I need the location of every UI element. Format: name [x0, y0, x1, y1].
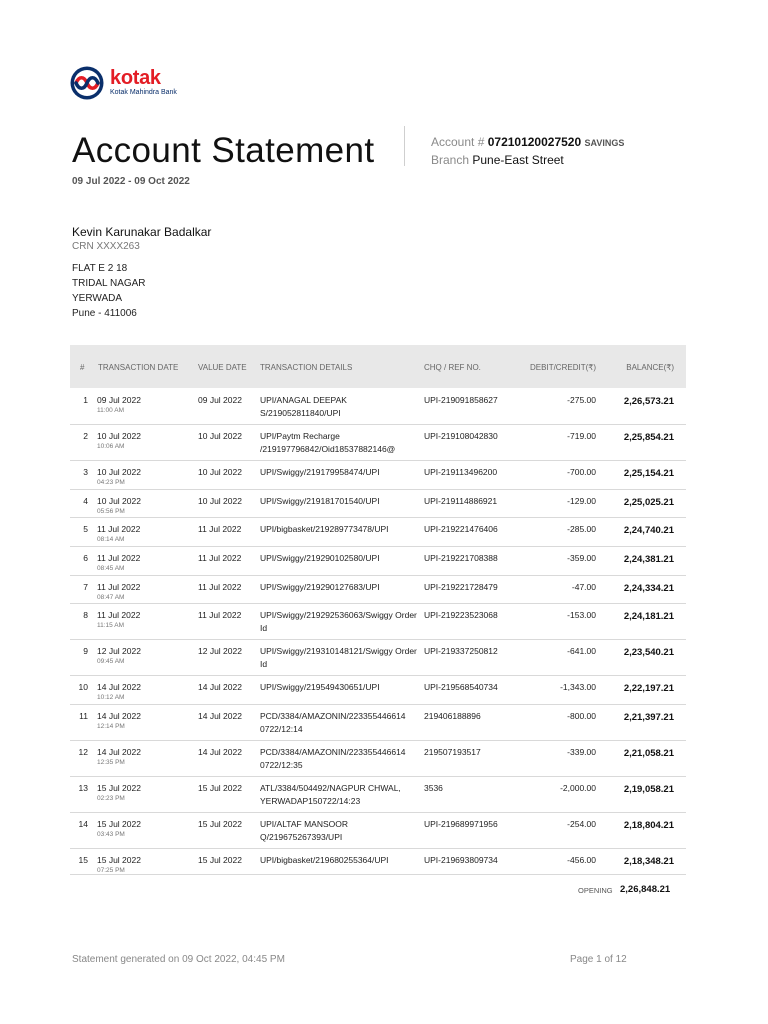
transaction-amount: -275.00 [567, 395, 596, 405]
transaction-time: 05:56 PM [97, 508, 125, 515]
address-line: TRIDAL NAGAR [72, 278, 146, 289]
row-number: 4 [83, 496, 88, 506]
bank-logo [70, 66, 210, 106]
transaction-date: 11 Jul 2022 [97, 524, 141, 534]
page-number: Page 1 of 12 [570, 954, 627, 965]
table-row [70, 424, 686, 461]
transaction-time: 04:23 PM [97, 479, 125, 486]
transaction-time: 11:00 AM [97, 407, 124, 414]
transaction-time: 07:25 PM [97, 867, 125, 874]
reference-number: UPI-219221708388 [424, 553, 498, 563]
transaction-time: 12:14 PM [97, 723, 125, 730]
transaction-details: UPI/Swiggy/219181701540/UPI [260, 496, 380, 506]
reference-number: UPI-219221728479 [424, 582, 498, 592]
transaction-details: PCD/3384/AMAZONIN/223355446614 0722/12:35 [260, 747, 406, 770]
value-date: 14 Jul 2022 [198, 747, 242, 757]
col-header-number: # [80, 363, 85, 372]
statement-generated-note: Statement generated on 09 Oct 2022, 04:45 PM [72, 954, 285, 965]
transaction-amount: -2,000.00 [560, 783, 596, 793]
account-type: SAVINGS [584, 138, 625, 148]
reference-number: UPI-219693809734 [424, 855, 498, 865]
transaction-time: 09:45 AM [97, 658, 125, 665]
balance-value: 2,18,348.21 [623, 856, 674, 867]
row-number: 7 [83, 582, 88, 592]
table-row [70, 546, 686, 576]
balance-value: 2,24,381.21 [623, 554, 674, 565]
row-number: 10 [78, 682, 88, 692]
transaction-date: 09 Jul 2022 [97, 395, 141, 405]
reference-number: UPI-219689971956 [424, 819, 498, 829]
row-number: 13 [78, 783, 88, 793]
value-date: 10 Jul 2022 [198, 467, 242, 477]
transaction-time: 11:15 AM [97, 622, 124, 629]
balance-value: 2,23,540.21 [623, 647, 674, 658]
page-title: Account Statement [72, 131, 375, 170]
value-date: 14 Jul 2022 [198, 711, 242, 721]
table-row [70, 388, 686, 425]
col-header-ref: CHQ / REF NO. [424, 363, 481, 372]
reference-number: UPI-219114886921 [424, 496, 498, 506]
value-date: 11 Jul 2022 [198, 524, 242, 534]
transaction-date: 15 Jul 2022 [97, 855, 141, 865]
value-date: 12 Jul 2022 [198, 646, 242, 656]
transaction-details: UPI/Swiggy/219549430651/UPI [260, 682, 380, 692]
row-number: 12 [78, 747, 88, 757]
balance-value: 2,25,854.21 [623, 432, 674, 443]
row-number: 6 [83, 553, 88, 563]
transaction-time: 03:43 PM [97, 831, 125, 838]
transaction-date: 11 Jul 2022 [97, 553, 141, 563]
transaction-details: UPI/ANAGAL DEEPAK S/219052811840/UPI [260, 395, 347, 418]
reference-number: UPI-219221476406 [424, 524, 498, 534]
transaction-details: UPI/bigbasket/219680255364/UPI [260, 855, 389, 865]
transaction-details: UPI/bigbasket/219289773478/UPI [260, 524, 389, 534]
transaction-date: 14 Jul 2022 [97, 747, 141, 757]
value-date: 15 Jul 2022 [198, 783, 242, 793]
transaction-time: 08:14 AM [97, 536, 125, 543]
transaction-amount: -339.00 [567, 747, 596, 757]
transaction-date: 10 Jul 2022 [97, 467, 141, 477]
value-date: 15 Jul 2022 [198, 855, 242, 865]
transaction-amount: -1,343.00 [560, 682, 596, 692]
transaction-amount: -359.00 [567, 553, 596, 563]
transaction-details: UPI/Swiggy/219290127683/UPI [260, 582, 380, 592]
statement-period: 09 Jul 2022 - 09 Oct 2022 [72, 176, 190, 187]
transaction-details: UPI/Swiggy/219179958474/UPI [260, 467, 380, 477]
col-header-value-date: VALUE DATE [198, 363, 247, 372]
transaction-amount: -700.00 [567, 467, 596, 477]
header-divider [404, 126, 405, 166]
table-row [70, 776, 686, 813]
reference-number: UPI-219568540734 [424, 682, 498, 692]
transaction-amount: -719.00 [567, 431, 596, 441]
table-row [70, 489, 686, 518]
opening-balance-label: OPENING [578, 886, 613, 895]
transaction-time: 10:12 AM [97, 694, 125, 701]
branch-value: Pune-East Street [472, 153, 564, 167]
reference-number: UPI-219337250812 [424, 646, 498, 656]
value-date: 10 Jul 2022 [198, 431, 242, 441]
transaction-date: 14 Jul 2022 [97, 682, 141, 692]
transaction-amount: -47.00 [571, 582, 596, 592]
transaction-date: 12 Jul 2022 [97, 646, 141, 656]
balance-value: 2,24,334.21 [623, 583, 674, 594]
table-row [70, 460, 686, 490]
row-number: 14 [78, 819, 88, 829]
row-number: 9 [83, 646, 88, 656]
transaction-time: 12:35 PM [97, 759, 125, 766]
branch-line [431, 153, 564, 167]
value-date: 15 Jul 2022 [198, 819, 242, 829]
row-number: 3 [83, 467, 88, 477]
value-date: 11 Jul 2022 [198, 553, 242, 563]
transaction-amount: -800.00 [567, 711, 596, 721]
balance-value: 2,26,573.21 [623, 396, 674, 407]
transaction-date: 15 Jul 2022 [97, 819, 141, 829]
transaction-amount: -641.00 [567, 646, 596, 656]
row-number: 8 [83, 610, 88, 620]
row-number: 5 [83, 524, 88, 534]
table-row [70, 812, 686, 849]
reference-number: UPI-219091858627 [424, 395, 498, 405]
account-label: Account # [431, 135, 485, 149]
table-row [70, 603, 686, 640]
bank-name: kotak [110, 67, 161, 89]
account-number-line [431, 135, 624, 150]
bank-subtitle: Kotak Mahindra Bank [110, 89, 177, 96]
transaction-amount: -456.00 [567, 855, 596, 865]
reference-number: UPI-219113496200 [424, 467, 498, 477]
row-number: 2 [83, 431, 88, 441]
table-row [70, 639, 686, 676]
transaction-details: UPI/Swiggy/219310148121/Swiggy Order Id [260, 646, 417, 669]
table-row [70, 575, 686, 604]
transaction-amount: -129.00 [567, 496, 596, 506]
col-header-balance: BALANCE(₹) [626, 363, 674, 372]
transaction-details: UPI/Paytm Recharge /219197796842/Oid18537882146@ [260, 431, 396, 454]
transaction-amount: -285.00 [567, 524, 596, 534]
opening-balance-value: 2,26,848.21 [620, 884, 671, 895]
balance-value: 2,24,740.21 [623, 525, 674, 536]
reference-number: 3536 [424, 783, 443, 793]
account-number: 07210120027520 [487, 135, 582, 149]
reference-number: UPI-219108042830 [424, 431, 498, 441]
transaction-date: 11 Jul 2022 [97, 582, 141, 592]
value-date: 11 Jul 2022 [198, 582, 242, 592]
balance-value: 2,21,397.21 [623, 712, 674, 723]
customer-address [72, 261, 146, 321]
kotak-logo-icon [70, 66, 104, 100]
col-header-amount: DEBIT/CREDIT(₹) [530, 363, 596, 372]
transaction-details: PCD/3384/AMAZONIN/223355446614 0722/12:14 [260, 711, 406, 734]
row-number: 1 [83, 395, 88, 405]
table-row [70, 517, 686, 547]
value-date: 09 Jul 2022 [198, 395, 242, 405]
transaction-date: 14 Jul 2022 [97, 711, 141, 721]
balance-value: 2,25,154.21 [623, 468, 674, 479]
table-row [70, 848, 686, 875]
transaction-time: 08:45 AM [97, 565, 125, 572]
table-row [70, 740, 686, 777]
col-header-details: TRANSACTION DETAILS [260, 363, 353, 372]
balance-value: 2,25,025.21 [623, 497, 674, 508]
transaction-date: 15 Jul 2022 [97, 783, 141, 793]
transaction-time: 10:06 AM [97, 443, 125, 450]
branch-label: Branch [431, 153, 470, 167]
row-number: 15 [78, 855, 88, 865]
reference-number: UPI-219223523068 [424, 610, 498, 620]
balance-value: 2,22,197.21 [623, 683, 674, 694]
transaction-amount: -153.00 [567, 610, 596, 620]
value-date: 10 Jul 2022 [198, 496, 242, 506]
balance-value: 2,19,058.21 [623, 784, 674, 795]
address-line: YERWADA [72, 293, 123, 304]
balance-value: 2,24,181.21 [623, 611, 674, 622]
balance-value: 2,21,058.21 [623, 748, 674, 759]
transaction-details: UPI/Swiggy/219290102580/UPI [260, 553, 380, 563]
address-line: Pune - 411006 [72, 308, 137, 319]
transaction-time: 02:23 PM [97, 795, 125, 802]
address-line: FLAT E 2 18 [72, 263, 128, 274]
reference-number: 219406188896 [424, 711, 481, 721]
transaction-time: 08:47 AM [97, 594, 125, 601]
customer-crn: CRN XXXX263 [72, 241, 140, 252]
table-row [70, 675, 686, 705]
transactions-table-header [70, 345, 686, 388]
transaction-details: UPI/ALTAF MANSOOR Q/219675267393/UPI [260, 819, 349, 842]
row-number: 11 [79, 711, 88, 721]
transaction-details: UPI/Swiggy/219292536063/Swiggy Order Id [260, 610, 417, 633]
transaction-amount: -254.00 [567, 819, 596, 829]
value-date: 11 Jul 2022 [198, 610, 242, 620]
transaction-date: 11 Jul 2022 [97, 610, 141, 620]
transaction-date: 10 Jul 2022 [97, 431, 141, 441]
value-date: 14 Jul 2022 [198, 682, 242, 692]
table-row [70, 704, 686, 741]
balance-value: 2,18,804.21 [623, 820, 674, 831]
customer-name: Kevin Karunakar Badalkar [72, 225, 212, 239]
col-header-transaction-date: TRANSACTION DATE [98, 363, 179, 372]
transaction-details: ATL/3384/504492/NAGPUR CHWAL, YERWADAP150722/14:23 [260, 783, 401, 806]
reference-number: 219507193517 [424, 747, 481, 757]
transaction-date: 10 Jul 2022 [97, 496, 141, 506]
